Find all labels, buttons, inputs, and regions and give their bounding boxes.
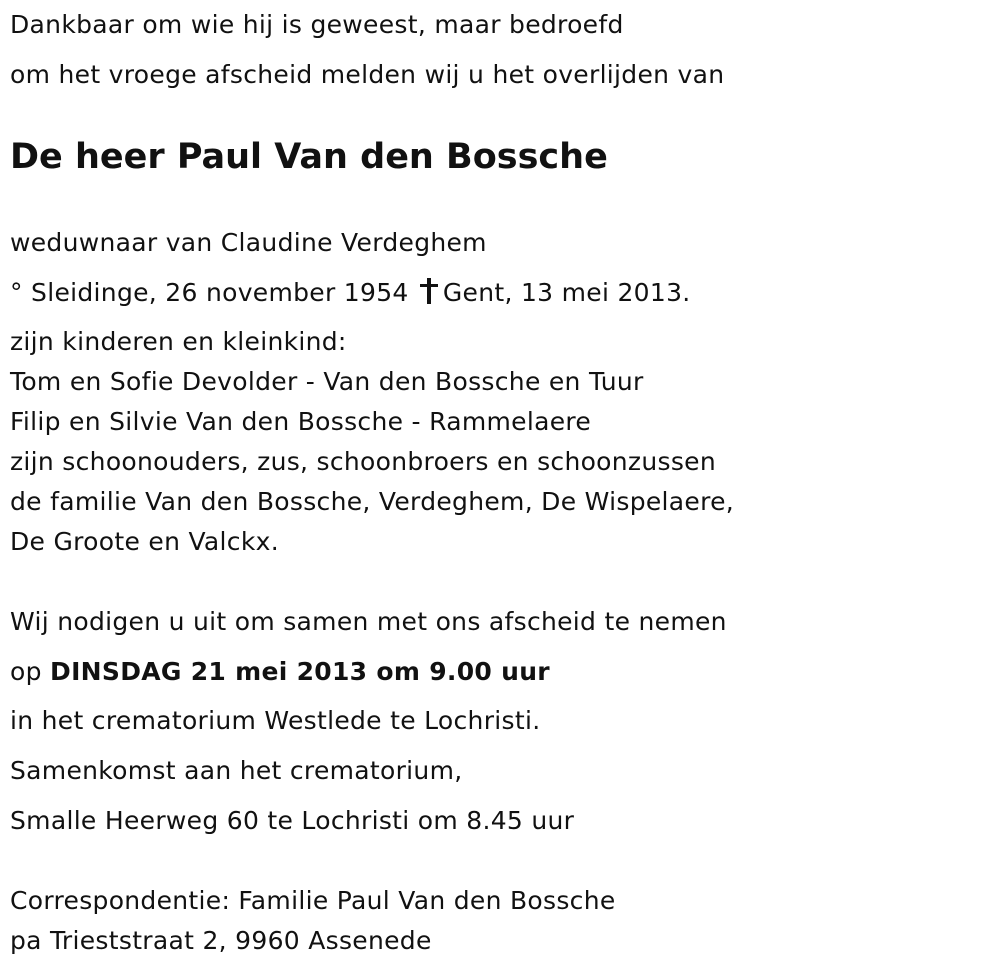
ceremony-date-prefix: op bbox=[10, 657, 42, 686]
death-info: Gent, 13 mei 2013. bbox=[442, 278, 691, 307]
ceremony-date: DINSDAG 21 mei 2013 om 9.00 uur bbox=[50, 657, 550, 686]
deceased-name: De heer Paul Van den Bossche bbox=[10, 137, 608, 177]
family-line-6: De Groote en Valckx. bbox=[10, 527, 279, 556]
family-line-3: Filip en Silvie Van den Bossche - Rammelaere bbox=[10, 407, 592, 436]
ceremony-date-line bbox=[10, 657, 550, 687]
family-line-2: Tom en Sofie Devolder - Van den Bossche en Tuur bbox=[10, 367, 644, 396]
intro-line-1: Dankbaar om wie hij is geweest, maar bedroefd bbox=[10, 10, 624, 39]
spouse-line: weduwnaar van Claudine Verdeghem bbox=[10, 228, 487, 257]
family-line-1: zijn kinderen en kleinkind: bbox=[10, 327, 347, 356]
family-line-5: de familie Van den Bossche, Verdeghem, De Wispelaere, bbox=[10, 487, 735, 516]
family-line-4: zijn schoonouders, zus, schoonbroers en schoonzussen bbox=[10, 447, 716, 476]
ceremony-location: in het crematorium Westlede te Lochristi. bbox=[10, 706, 541, 735]
intro-line-2: om het vroege afscheid melden wij u het overlijden van bbox=[10, 60, 725, 89]
gathering-address: Smalle Heerweg 60 te Lochristi om 8.45 uur bbox=[10, 806, 575, 835]
ceremony-invite: Wij nodigen u uit om samen met ons afscheid te nemen bbox=[10, 607, 727, 636]
birth-death-line bbox=[10, 278, 691, 308]
gathering-line: Samenkomst aan het crematorium, bbox=[10, 756, 463, 785]
correspondence-line-2: pa Trieststraat 2, 9960 Assenede bbox=[10, 926, 432, 955]
correspondence-line-1: Correspondentie: Familie Paul Van den Bossche bbox=[10, 886, 616, 915]
birth-info: ° Sleidinge, 26 november 1954 bbox=[10, 278, 409, 307]
cross-icon bbox=[419, 278, 439, 304]
